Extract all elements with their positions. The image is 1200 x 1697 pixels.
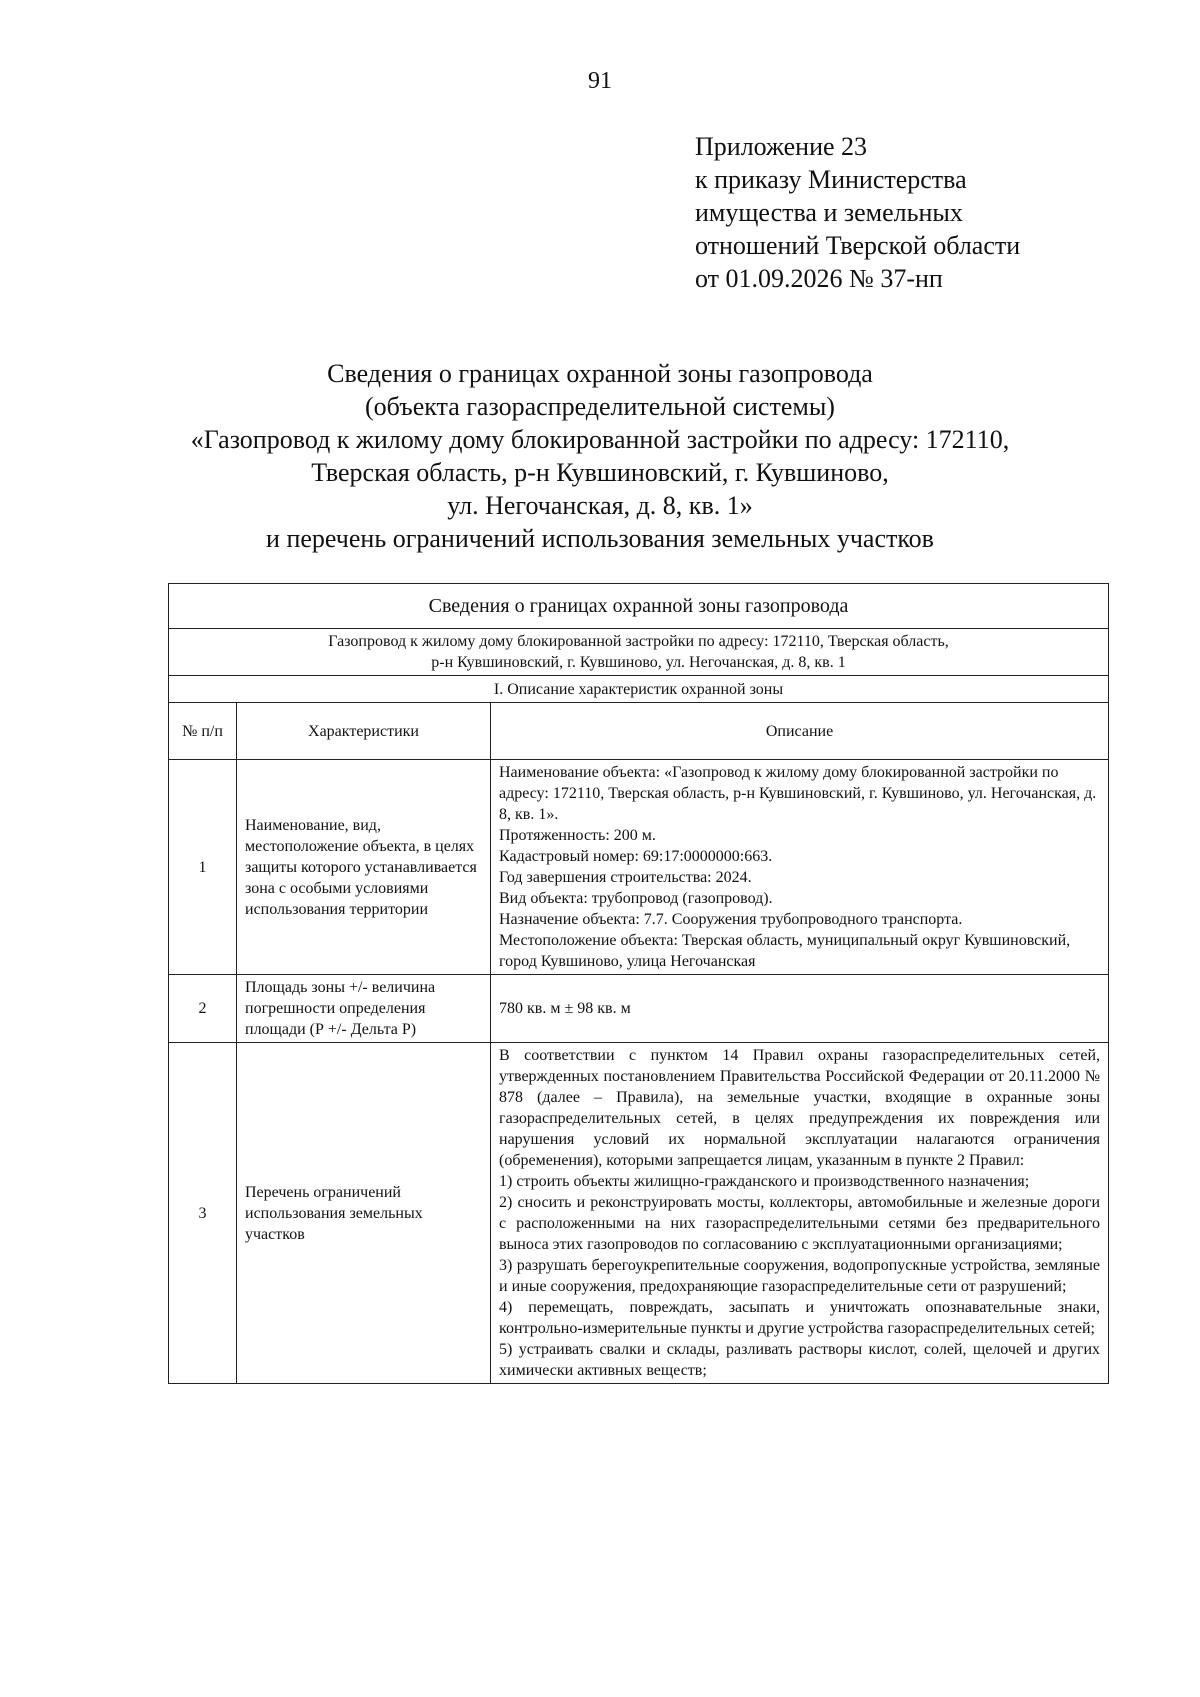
appendix-block [695,130,1020,295]
row-characteristic: Наименование, вид, местоположение объекта, в целях защиты которого устанавливается зона с особыми условиями использования территории [237,760,491,975]
row-characteristic: Перечень ограничений использования земельных участков [237,1043,491,1384]
row-number: 1 [169,760,237,975]
description-paragraph: 3) разрушать берегоукрепительные сооружения, водопропускные устройства, земляные и иные сооружения, предохраняющие газораспределительные сети от разрушений; [499,1257,1101,1295]
table-row [169,1043,1109,1384]
title-line: (объекта газораспределительной системы) [365,392,835,421]
row-number: 2 [169,975,237,1043]
description-paragraph: 780 кв. м ± 98 кв. м [499,1000,631,1017]
row-description [491,760,1109,975]
description-paragraph: В соответствии с пунктом 14 Правил охраны газораспределительных сетей, утвержденных постановлением Правительства Российской Федерации от 20.11.2000 № 878 (далее – Правила), на земельные участки, входящие в охранные зоны газораспределительных сетей, в целях предупреждения их повреждения или нарушения условий их нормальной эксплуатации налагаются ограничения (обременения), которыми запрещается лицам, указанным в пункте 2 Правил: [499,1047,1101,1169]
title-line: Тверская область, р-н Кувшиновский, г. Кувшиново, [311,458,889,487]
object-line: р-н Кувшиновский, г. Кувшиново, ул. Негочанская, д. 8, кв. 1 [431,654,846,671]
appendix-line: отношений Тверской области [695,231,1021,260]
table-header: Сведения о границах охранной зоны газопровода [169,584,1109,629]
title-line: «Газопровод к жилому дому блокированной застройки по адресу: 172110, [190,425,1010,454]
description-paragraph: 1) строить объекты жилищно-гражданского и производственного назначения; [499,1173,1030,1190]
appendix-line: Приложение 23 [695,132,868,161]
table-row [169,760,1109,975]
title-line: ул. Негочанская, д. 8, кв. 1» [447,491,753,520]
row-number: 3 [169,1043,237,1384]
appendix-line: к приказу Министерства [695,165,967,194]
row-characteristic: Площадь зоны +/- величина погрешности определения площади (Р +/- Дельта Р) [237,975,491,1043]
title-line: Сведения о границах охранной зоны газопровода [327,359,873,388]
column-header-num: № п/п [169,703,237,760]
table-object-name [169,629,1109,676]
document-title [0,357,1200,555]
appendix-line: от 01.09.2026 № 37-нп [695,264,943,293]
description-paragraph: Местоположение объекта: Тверская область, муниципальный округ Кувшиновский, город Кувшиново, улица Негочанская [499,932,1071,970]
appendix-line: имущества и земельных [695,198,963,227]
description-paragraph: Назначение объекта: 7.7. Сооружения трубопроводного транспорта. [499,911,963,928]
table-section-title: I. Описание характеристик охранной зоны [169,676,1109,703]
description-paragraph: Протяженность: 200 м. [499,827,656,844]
description-paragraph: Кадастровый номер: 69:17:0000000:663. [499,848,773,865]
description-paragraph: Вид объекта: трубопровод (газопровод). [499,890,773,907]
title-line: и перечень ограничений использования земельных участков [266,524,934,553]
column-header-characteristics: Характеристики [237,703,491,760]
column-header-description: Описание [491,703,1109,760]
row-description [491,975,1109,1043]
description-paragraph: 4) перемещать, повреждать, засыпать и уничтожать опознавательные знаки, контрольно-измерительные пункты и другие устройства газораспределительных сетей; [499,1299,1101,1337]
row-description [491,1043,1109,1384]
description-paragraph: 5) устраивать свалки и склады, разливать растворы кислот, солей, щелочей и других химически активных веществ; [499,1341,1101,1379]
description-paragraph: Наименование объекта: «Газопровод к жилому дому блокированной застройки по адресу: 172110, Тверская область, р-н Кувшиновский, г. Кувшиново, ул. Негочанская, д. 8, кв. 1». [499,764,1097,823]
object-line: Газопровод к жилому дому блокированной застройки по адресу: 172110, Тверская область, [328,633,949,650]
page-number: 91 [588,68,612,94]
description-paragraph: 2) сносить и реконструировать мосты, коллекторы, автомобильные и железные дороги с расположенными на них газораспределительными сетями без предварительного выноса этих газопроводов по согласованию с эксплуатационными организациями; [499,1194,1101,1253]
description-paragraph: Год завершения строительства: 2024. [499,869,752,886]
table-row [169,975,1109,1043]
zone-table [168,583,1109,1384]
